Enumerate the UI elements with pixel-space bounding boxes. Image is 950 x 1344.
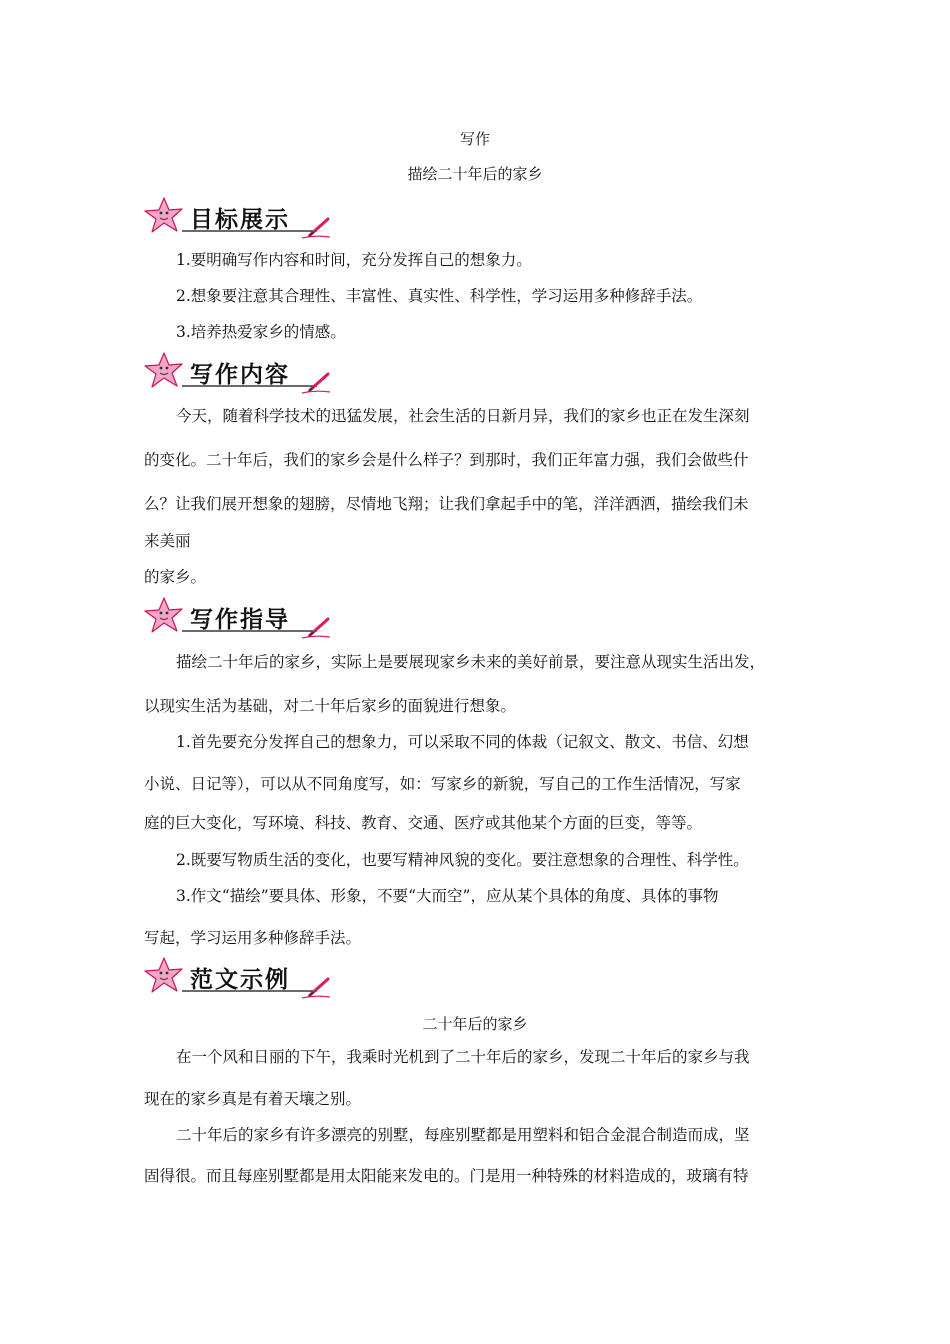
guide-line: 小说、日记等），可以从不同角度写，如：写家乡的新貌，写自己的工作生活情况，写家	[144, 775, 741, 793]
pink-star-icon	[145, 958, 182, 992]
guide-line: 3.作文“描绘”要具体、形象，不要“大而空”，应从某个具体的角度、具体的事物	[176, 887, 719, 905]
essay-title: 二十年后的家乡	[422, 1015, 528, 1033]
doc-subtitle: 描绘二十年后的家乡	[407, 165, 543, 183]
doc-title: 写作	[459, 130, 490, 148]
section-header-content	[142, 350, 342, 396]
essay-line: 在一个风和日丽的下午，我乘时光机到了二十年后的家乡，发现二十年后的家乡与我	[176, 1048, 750, 1066]
goal-line: 3.培养热爱家乡的情感。	[176, 323, 346, 341]
goal-line: 2.想象要注意其合理性、丰富性、真实性、科学性，学习运用多种修辞手法。	[176, 287, 703, 305]
section-header-example	[142, 955, 342, 1001]
pen-icon	[302, 219, 330, 238]
guide-line: 以现实生活为基础，对二十年后家乡的面貌进行想象。	[144, 697, 517, 715]
content-line: 今天，随着科学技术的迅猛发展，社会生活的日新月异，我们的家乡也正在发生深刻	[176, 407, 750, 425]
guide-line: 1.首先要充分发挥自己的想象力，可以采取不同的体裁（记叙文、散文、书信、幻想	[176, 733, 749, 751]
section-heading: 目标展示	[190, 207, 290, 233]
pink-star-icon	[145, 353, 182, 387]
guide-line: 2.既要写物质生活的变化，也要写精神风貌的变化。要注意想象的合理性、科学性。	[176, 851, 749, 869]
content-line: 的家乡。	[144, 568, 207, 586]
section-heading: 范文示例	[190, 967, 290, 993]
section-header-guide	[142, 595, 342, 641]
section-heading: 写作指导	[190, 607, 290, 633]
guide-line: 写起，学习运用多种修辞手法。	[144, 929, 362, 947]
pen-icon	[302, 979, 330, 998]
section-heading: 写作内容	[190, 362, 290, 388]
guide-line: 庭的巨大变化，写环境、科技、教育、交通、医疗或其他某个方面的巨变，等等。	[144, 814, 703, 832]
goal-line: 1.要明确写作内容和时间，充分发挥自己的想象力。	[176, 251, 532, 269]
content-line: 么？让我们展开想象的翅膀，尽情地飞翔；让我们拿起手中的笔，洋洋洒洒，描绘我们未	[144, 495, 749, 513]
pink-star-icon	[145, 198, 182, 232]
pink-star-icon	[145, 598, 182, 632]
essay-line: 现在的家乡真是有着天壤之别。	[144, 1090, 362, 1108]
pen-icon	[302, 374, 330, 393]
section-header-goals	[142, 195, 342, 241]
pen-icon	[302, 619, 330, 638]
guide-line: 描绘二十年后的家乡，实际上是要展现家乡未来的美好前景，要注意从现实生活出发，	[176, 653, 766, 671]
essay-line: 二十年后的家乡有许多漂亮的别墅，每座别墅都是用塑料和铝合金混合制造而成，坚	[176, 1126, 750, 1144]
essay-line: 固得很。而且每座别墅都是用太阳能来发电的。门是用一种特殊的材料造成的，玻璃有特	[144, 1167, 749, 1185]
content-line: 的变化。二十年后，我们的家乡会是什么样子？到那时，我们正年富力强，我们会做些什	[144, 451, 749, 469]
content-line: 来美丽	[144, 532, 191, 550]
